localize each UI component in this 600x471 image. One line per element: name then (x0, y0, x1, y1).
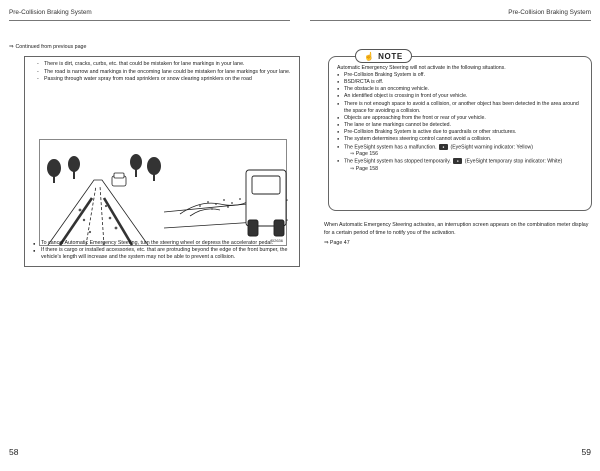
note-item: ● The obstacle is an oncoming vehicle. (337, 86, 587, 93)
activation-page-ref[interactable] (324, 240, 350, 246)
right-header-rule (310, 20, 591, 21)
note-item: ● The lane or lane markings cannot be detected. (337, 122, 587, 129)
note-item: ● The system determines steering control cannot avoid a collision. (337, 136, 587, 143)
warning-page-ref-text: Page 156 (355, 151, 379, 158)
illustration-code: SI2636 (270, 238, 283, 243)
stop-item-detail: (EyeSight temporary stop indicator: White) (464, 158, 563, 165)
stop-page-ref[interactable] (344, 166, 587, 173)
activation-paragraph: When Automatic Emergency Steering activates, an interruption screen appears on the combination meter display for a certain period of time to notify you of the activation. (324, 222, 589, 236)
right-arrow-icon: ⇒ (9, 44, 14, 50)
eyesight-warning-indicator-icon: ● (439, 144, 448, 150)
right-page-number: 59 (581, 447, 591, 457)
note-item: ● Objects are approaching from the front or rear of your vehicle. (337, 115, 587, 122)
warning-page-ref[interactable] (344, 151, 587, 158)
note-item: ● There is not enough space to avoid a collision, or another object has been detected in the area around the space for avoiding a collision. (337, 101, 587, 115)
dash-item: - There is dirt, cracks, curbs, etc. that could be mistaken for lane markings in your lane. (36, 61, 292, 69)
continued-text: Continued from previous page (15, 44, 87, 50)
dash-item: - The road is narrow and markings in the oncoming lane could be mistaken for lane markings for your lane. (36, 69, 292, 77)
left-content-box (24, 56, 300, 267)
bullet-item: ● To cancel Automatic Emergency Steering, turn the steering wheel or depress the accelerator pedal. (33, 240, 295, 247)
right-arrow-icon: ⇒ (350, 151, 356, 158)
note-item: ● An identified object is crossing in front of your vehicle. (337, 93, 587, 100)
left-page-number: 58 (9, 447, 19, 457)
note-tab (355, 49, 412, 63)
note-box (328, 51, 592, 211)
bullet-list (33, 240, 295, 262)
note-item-warning (337, 144, 587, 159)
activation-page-ref-text: Page 47 (329, 240, 350, 246)
road-illustration (39, 139, 287, 246)
note-item: ● Pre-Collision Braking System is off. (337, 72, 587, 79)
right-page-header: Pre-Collision Braking System (508, 9, 591, 16)
note-list (337, 72, 587, 173)
continued-note (9, 44, 86, 50)
hand-note-icon: ☝ (364, 51, 375, 61)
stop-item-text: The EyeSight system has stopped temporarily. (344, 158, 451, 165)
dash-item: - Passing through water spray from road sprinklers or snow clearing sprinklers on the road (36, 76, 292, 84)
note-item-stop (337, 158, 587, 173)
left-header-rule (9, 20, 290, 21)
warning-item-text: The EyeSight system has a malfunction. (344, 143, 437, 150)
note-item: ● BSD/RCTA is off. (337, 79, 587, 86)
eyesight-temporary-stop-indicator-icon: ● (453, 158, 462, 164)
right-arrow-icon: ⇒ (350, 165, 356, 172)
road-scene-drawing (40, 140, 288, 247)
dash-list (36, 61, 292, 84)
warning-item-detail: (EyeSight warning indicator: Yellow) (450, 143, 533, 150)
right-arrow-icon: ⇒ (324, 240, 330, 246)
left-page-header: Pre-Collision Braking System (9, 9, 92, 16)
note-intro: Automatic Emergency Steering will not activate in the following situations. (337, 65, 506, 71)
note-title: NOTE (378, 51, 403, 61)
note-item: ● Pre-Collision Braking System is active due to guardrails or other structures. (337, 129, 587, 136)
stop-page-ref-text: Page 158 (355, 165, 379, 172)
bullet-item: ● If there is cargo or installed accessories, etc. that are protruding beyond the edge of the front bumper, the vehicle's length will increase and the system may not be able to prevent a collision. (33, 247, 295, 261)
